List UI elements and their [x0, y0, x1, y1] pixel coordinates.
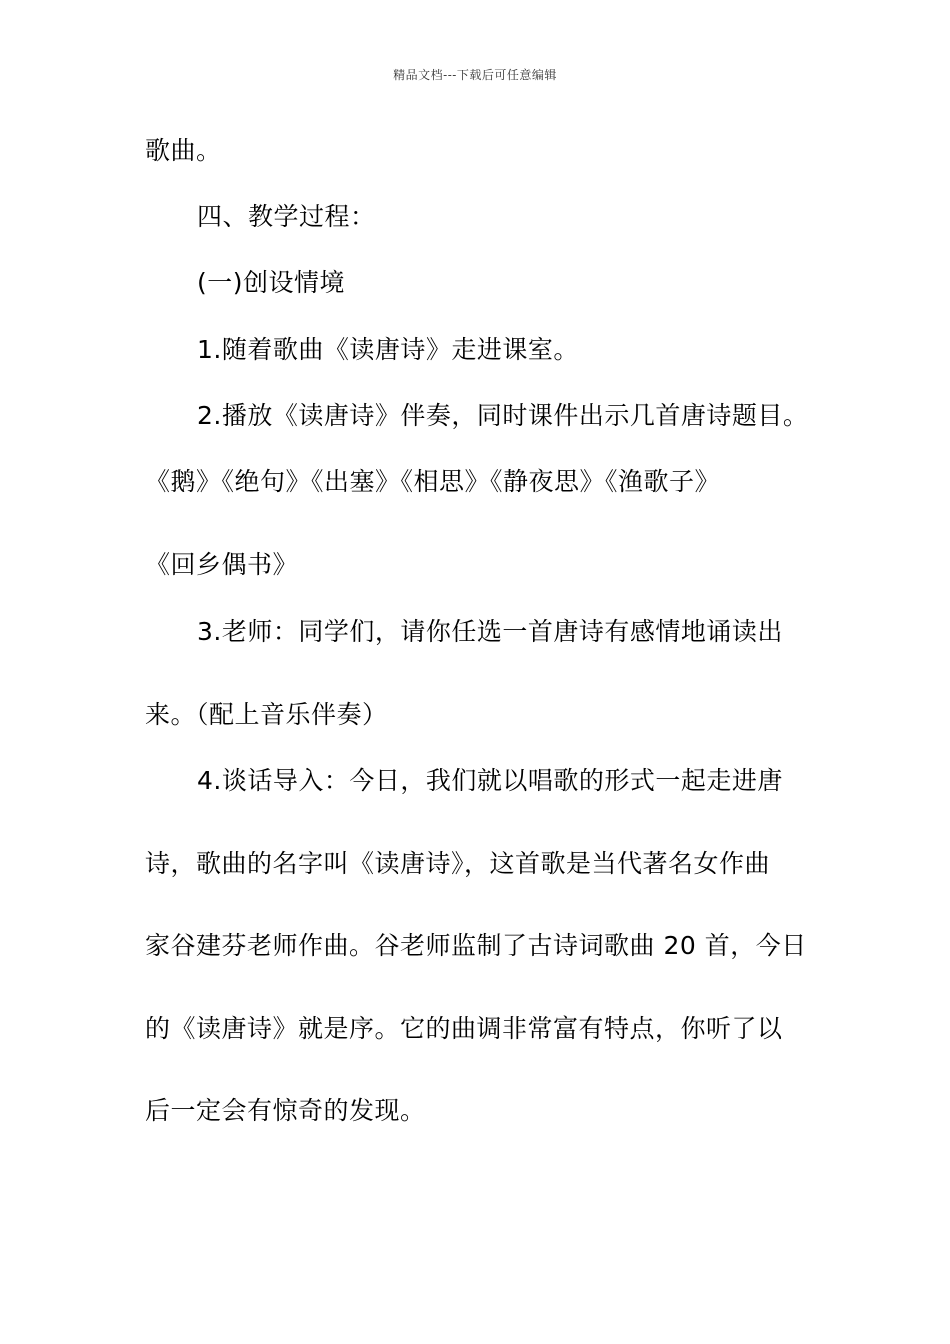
text-line: 3.老师：同学们，请你任选一首唐诗有感情地诵读出 [197, 617, 783, 646]
page-header: 精品文档---下载后可任意编辑 [393, 68, 557, 82]
text-line: 家谷建芬老师作曲。谷老师监制了古诗词歌曲 20 首，今日 [145, 931, 807, 960]
text-line: 2.播放《读唐诗》伴奏，同时课件出示几首唐诗题目。 [197, 401, 809, 430]
text-line: 歌曲。 [145, 136, 222, 165]
section-heading: 四、教学过程： [197, 202, 376, 231]
text-line: 的《读唐诗》就是序。它的曲调非常富有特点，你听了以 [145, 1014, 783, 1043]
text-line: 1.随着歌曲《读唐诗》走进课室。 [197, 335, 579, 364]
subsection-heading: (一)创设情境 [197, 268, 346, 297]
text-line: 来。（配上音乐伴奏） [145, 700, 388, 729]
text-line: 诗，歌曲的名字叫《读唐诗》，这首歌是当代著名女作曲 [145, 849, 771, 878]
text-line: 后一定会有惊奇的发现。 [145, 1096, 426, 1125]
poem-titles-line: 《回乡偶书》 [145, 550, 299, 579]
poem-titles-line: 《鹅》《绝句》《出塞》《相思》《静夜思》《渔歌子》 [145, 467, 721, 496]
text-line: 4.谈话导入：今日，我们就以唱歌的形式一起走进唐 [197, 766, 783, 795]
